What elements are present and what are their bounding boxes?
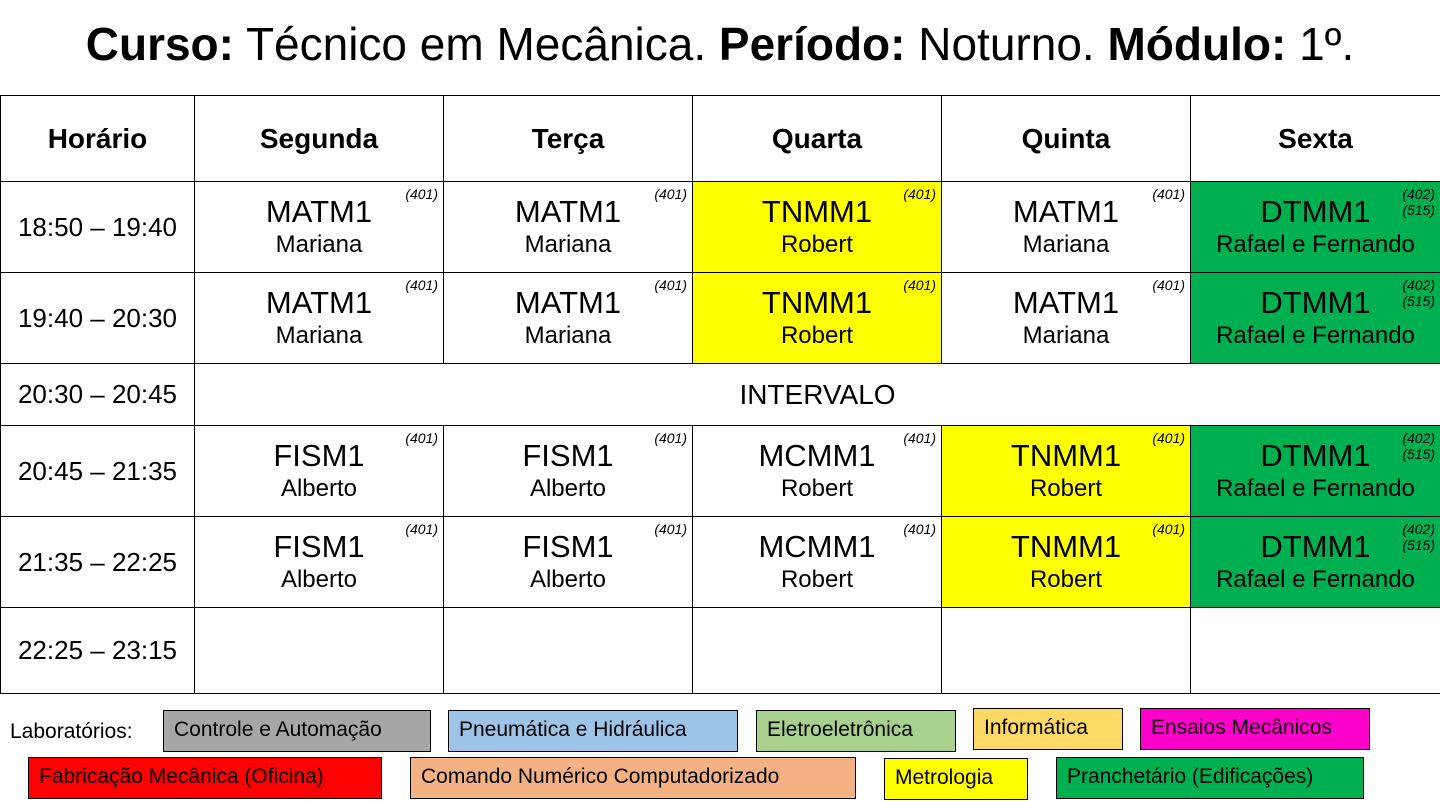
header-horario: Horário — [1, 96, 195, 182]
room-number — [903, 186, 936, 202]
header-row — [1, 96, 1440, 182]
subject-code: FISM1 — [273, 438, 365, 473]
teacher-name: Rafael e Fernando — [1216, 231, 1415, 258]
teacher-name: Mariana — [1022, 231, 1110, 258]
legend-controle-automacao: Controle e Automação — [163, 710, 431, 752]
class-cell-terca — [444, 608, 693, 694]
room-primary: (401) — [654, 277, 687, 293]
room-primary: (401) — [654, 430, 687, 446]
modulo-label: Módulo: — [1107, 18, 1287, 70]
legend-eletroeletronica: Eletroeletrônica — [756, 710, 956, 752]
subject-code: MCMM1 — [758, 529, 876, 564]
room-secondary: (515) — [1402, 293, 1435, 309]
room-number — [654, 521, 687, 537]
class-cell-segunda — [195, 273, 444, 364]
subject-code: MATM1 — [1012, 285, 1120, 320]
room-secondary: (515) — [1402, 446, 1435, 462]
schedule-row — [1, 364, 1440, 426]
room-primary: (401) — [654, 521, 687, 537]
room-primary: (401) — [903, 430, 936, 446]
room-primary: (401) — [654, 186, 687, 202]
subject-code: MATM1 — [514, 285, 622, 320]
teacher-name: Mariana — [275, 231, 363, 258]
legend-label: Laboratórios: — [10, 720, 133, 743]
room-number — [1152, 186, 1185, 202]
header-quinta: Quinta — [942, 96, 1191, 182]
room-primary: (401) — [405, 277, 438, 293]
teacher-name: Alberto — [529, 566, 607, 593]
room-primary: (401) — [1152, 430, 1185, 446]
subject-code: MATM1 — [265, 285, 373, 320]
subject-code: MATM1 — [265, 194, 373, 229]
class-cell-quinta — [942, 608, 1191, 694]
class-cell-quinta — [942, 517, 1191, 608]
teacher-name: Mariana — [524, 322, 612, 349]
time-slot: 20:30 – 20:45 — [1, 364, 195, 426]
subject-code: DTMM1 — [1260, 194, 1371, 229]
intervalo-cell: INTERVALO — [195, 364, 1440, 426]
teacher-name: Alberto — [280, 475, 358, 502]
subject-code: DTMM1 — [1260, 529, 1371, 564]
room-number — [654, 277, 687, 293]
room-number — [405, 277, 438, 293]
teacher-name: Robert — [1029, 475, 1103, 502]
class-cell-terca — [444, 517, 693, 608]
teacher-name: Rafael e Fernando — [1216, 566, 1415, 593]
class-cell-quinta — [942, 182, 1191, 273]
room-number — [654, 430, 687, 446]
schedule-row — [1, 517, 1440, 608]
curso-label: Curso: — [85, 18, 234, 70]
curso-value: Técnico em Mecânica. — [245, 18, 707, 70]
class-cell-terca — [444, 426, 693, 517]
room-number — [1152, 430, 1185, 446]
class-cell-quinta — [942, 426, 1191, 517]
header-terca: Terça — [444, 96, 693, 182]
subject-code: DTMM1 — [1260, 285, 1371, 320]
time-slot: 21:35 – 22:25 — [1, 517, 195, 608]
teacher-name: Alberto — [280, 566, 358, 593]
teacher-name: Mariana — [1022, 322, 1110, 349]
room-primary: (401) — [405, 521, 438, 537]
time-slot: 19:40 – 20:30 — [1, 273, 195, 364]
class-cell-quarta — [693, 426, 942, 517]
page-title — [0, 14, 1440, 74]
subject-code: TNMM1 — [761, 285, 873, 320]
class-cell-sexta — [1191, 182, 1440, 273]
room-number — [903, 277, 936, 293]
subject-code: TNMM1 — [1010, 438, 1122, 473]
room-number — [903, 521, 936, 537]
subject-code: MATM1 — [514, 194, 622, 229]
room-secondary: (515) — [1402, 202, 1435, 218]
room-number — [1402, 430, 1435, 462]
teacher-name: Robert — [780, 566, 854, 593]
class-cell-segunda — [195, 182, 444, 273]
legend-pneumatica-hidraulica: Pneumática e Hidráulica — [448, 710, 738, 752]
room-number — [1152, 521, 1185, 537]
subject-code: FISM1 — [522, 438, 614, 473]
room-primary: (402) — [1402, 277, 1435, 293]
teacher-name: Robert — [780, 475, 854, 502]
header-sexta: Sexta — [1191, 96, 1440, 182]
class-cell-sexta — [1191, 426, 1440, 517]
teacher-name: Robert — [780, 322, 854, 349]
room-primary: (402) — [1402, 521, 1435, 537]
periodo-value: Noturno. — [918, 18, 1095, 70]
class-cell-segunda — [195, 608, 444, 694]
time-slot: 18:50 – 19:40 — [1, 182, 195, 273]
room-number — [405, 430, 438, 446]
legend-metrologia: Metrologia — [884, 758, 1028, 800]
legend-ensaios-mecanicos: Ensaios Mecânicos — [1140, 708, 1370, 750]
teacher-name: Robert — [780, 231, 854, 258]
room-primary: (401) — [1152, 521, 1185, 537]
room-primary: (401) — [1152, 186, 1185, 202]
class-cell-terca — [444, 273, 693, 364]
class-cell-terca — [444, 182, 693, 273]
room-primary: (402) — [1402, 430, 1435, 446]
class-cell-quarta — [693, 273, 942, 364]
class-cell-quarta — [693, 517, 942, 608]
periodo-label: Período: — [718, 18, 906, 70]
class-cell-sexta — [1191, 608, 1440, 694]
header-segunda: Segunda — [195, 96, 444, 182]
teacher-name: Mariana — [275, 322, 363, 349]
legend-informatica: Informática — [973, 708, 1123, 750]
class-cell-segunda — [195, 517, 444, 608]
room-number — [405, 186, 438, 202]
teacher-name: Rafael e Fernando — [1216, 475, 1415, 502]
subject-code: TNMM1 — [1010, 529, 1122, 564]
modulo-value: 1º. — [1299, 18, 1355, 70]
schedule-table — [0, 95, 1440, 694]
header-quarta: Quarta — [693, 96, 942, 182]
schedule-row — [1, 182, 1440, 273]
time-slot: 22:25 – 23:15 — [1, 608, 195, 694]
class-cell-segunda — [195, 426, 444, 517]
room-secondary: (515) — [1402, 537, 1435, 553]
subject-code: MATM1 — [1012, 194, 1120, 229]
room-number — [654, 186, 687, 202]
room-number — [1402, 521, 1435, 553]
subject-code: FISM1 — [273, 529, 365, 564]
room-number — [1402, 186, 1435, 218]
room-number — [903, 430, 936, 446]
subject-code: FISM1 — [522, 529, 614, 564]
time-slot: 20:45 – 21:35 — [1, 426, 195, 517]
legend-fabricacao-mecanica: Fabricação Mecânica (Oficina) — [28, 757, 382, 799]
legend-pranchetario: Pranchetário (Edificações) — [1056, 757, 1364, 799]
teacher-name: Robert — [1029, 566, 1103, 593]
room-number — [1152, 277, 1185, 293]
teacher-name: Alberto — [529, 475, 607, 502]
room-primary: (401) — [903, 277, 936, 293]
room-primary: (401) — [1152, 277, 1185, 293]
class-cell-sexta — [1191, 517, 1440, 608]
schedule-row — [1, 608, 1440, 694]
subject-code: DTMM1 — [1260, 438, 1371, 473]
class-cell-quarta — [693, 608, 942, 694]
class-cell-sexta — [1191, 273, 1440, 364]
subject-code: MCMM1 — [758, 438, 876, 473]
class-cell-quarta — [693, 182, 942, 273]
room-primary: (401) — [903, 186, 936, 202]
class-cell-quinta — [942, 273, 1191, 364]
schedule-row — [1, 273, 1440, 364]
subject-code: TNMM1 — [761, 194, 873, 229]
room-number — [1402, 277, 1435, 309]
room-primary: (401) — [903, 521, 936, 537]
room-number — [405, 521, 438, 537]
room-primary: (402) — [1402, 186, 1435, 202]
room-primary: (401) — [405, 430, 438, 446]
schedule-row — [1, 426, 1440, 517]
teacher-name: Rafael e Fernando — [1216, 322, 1415, 349]
room-primary: (401) — [405, 186, 438, 202]
legend-comando-numerico: Comando Numérico Computadorizado — [410, 757, 856, 799]
teacher-name: Mariana — [524, 231, 612, 258]
